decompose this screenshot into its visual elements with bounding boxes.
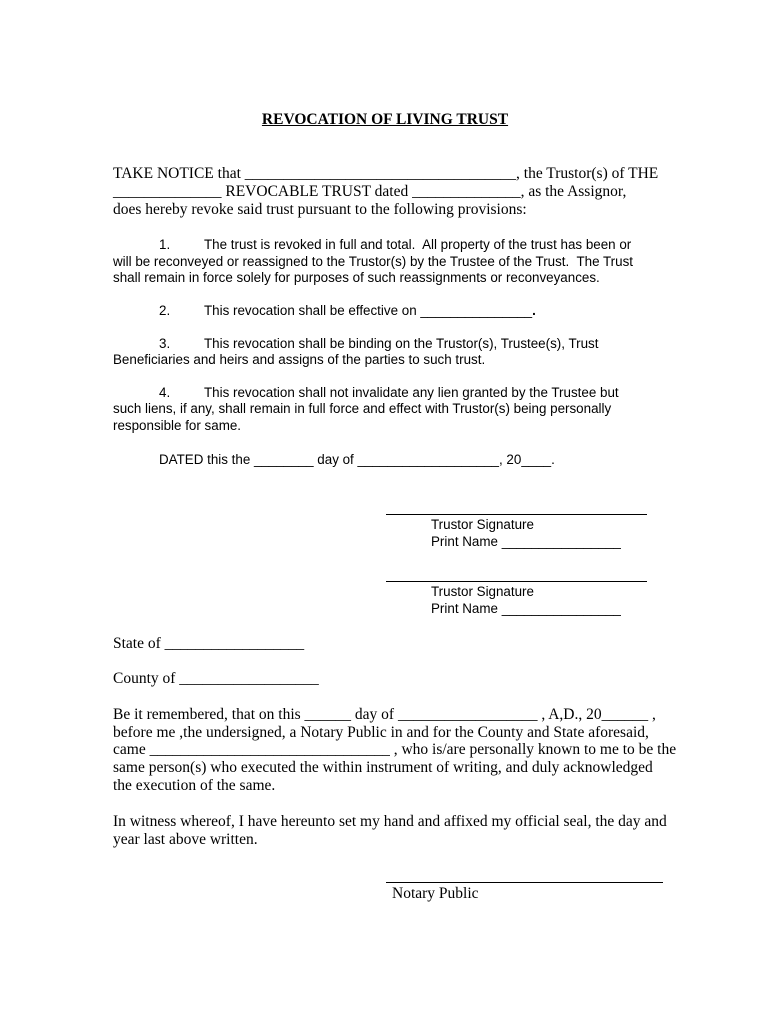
- provision-3-number: 3.: [159, 336, 171, 351]
- provision-1-line-2: will be reconveyed or reassigned to the Trustor(s) by the Trustee of the Trust. The Trust: [113, 254, 633, 269]
- signature-2-label: Trustor Signature: [431, 584, 534, 599]
- provision-2-text: This revocation shall be effective on _______________: [204, 303, 533, 318]
- provision-1-line-3: shall remain in force solely for purposes of such reassignments or reconveyances.: [113, 270, 600, 285]
- acknowledgment-line-5: the execution of the same.: [113, 777, 276, 794]
- county-line: County of __________________: [113, 670, 319, 687]
- document-title: REVOCATION OF LIVING TRUST: [261, 111, 509, 128]
- witness-line-2: year last above written.: [113, 831, 258, 848]
- intro-line-1: TAKE NOTICE that ___________________________________, the Trustor(s) of THE: [113, 165, 659, 182]
- provision-3-line-2: Beneficiaries and heirs and assigns of the parties to such trust.: [113, 352, 486, 367]
- signature-1-print-name: Print Name ________________: [431, 534, 621, 549]
- provision-4-line-2: such liens, if any, shall remain in full force and effect with Trustor(s) being personally: [113, 401, 612, 416]
- acknowledgment-line-1: Be it remembered, that on this ______ day of __________________ , A,D., 20______ ,: [113, 706, 656, 723]
- provision-2-number: 2.: [159, 303, 171, 318]
- provision-4-line-3: responsible for same.: [113, 418, 242, 433]
- acknowledgment-line-4: same person(s) who executed the within instrument of writing, and duly acknowledged: [113, 759, 653, 776]
- provision-4-number: 4.: [159, 385, 171, 400]
- signature-2-print-name: Print Name ________________: [431, 601, 621, 616]
- provision-3-line-1: This revocation shall be binding on the Trustor(s), Trustee(s), Trust: [204, 336, 599, 351]
- signature-1-label: Trustor Signature: [431, 517, 534, 532]
- signature-line-2: [386, 581, 647, 582]
- notary-signature-line: [386, 882, 663, 883]
- provision-1-line-1: The trust is revoked in full and total. All property of the trust has been or: [204, 237, 632, 252]
- provision-2-line: [204, 302, 536, 320]
- dated-line: DATED this the ________ day of ___________________, 20____.: [159, 452, 555, 467]
- state-line: State of __________________: [113, 635, 305, 652]
- acknowledgment-line-2: before me ,the undersigned, a Notary Public in and for the County and State aforesaid,: [113, 724, 649, 741]
- witness-line-1: In witness whereof, I have hereunto set my hand and affixed my official seal, the day and: [113, 813, 667, 830]
- notary-label: Notary Public: [392, 885, 479, 902]
- provision-1-number: 1.: [159, 237, 171, 252]
- provision-2-period: .: [532, 303, 536, 318]
- intro-line-2: ______________ REVOCABLE TRUST dated ______________, as the Assignor,: [113, 183, 627, 200]
- signature-line-1: [386, 514, 647, 515]
- provision-4-line-1: This revocation shall not invalidate any lien granted by the Trustee but: [204, 385, 619, 400]
- intro-line-3: does hereby revoke said trust pursuant to the following provisions:: [113, 201, 527, 218]
- acknowledgment-line-3: came _______________________________ , who is/are personally known to me to be the: [113, 741, 677, 758]
